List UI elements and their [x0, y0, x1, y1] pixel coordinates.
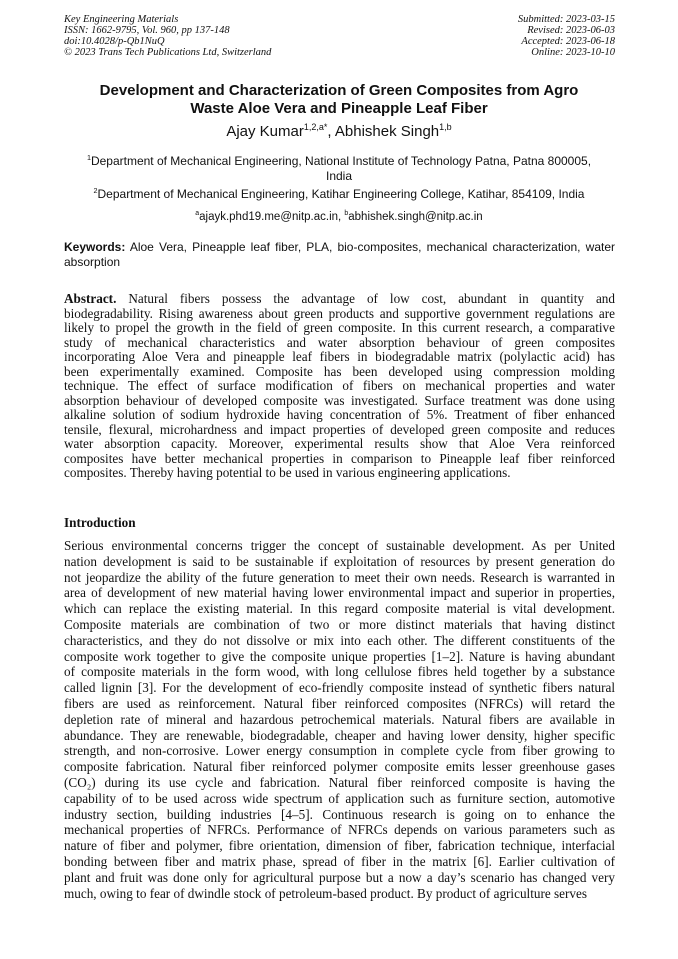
text-line	[64, 452, 615, 467]
line-text: which can replace the existing material. In this regard composite material is vital development.	[64, 601, 615, 617]
line-text: of composite materials in the form wood, with long cellulose fibres held together by a substance	[64, 664, 615, 680]
text-line	[64, 554, 615, 570]
line-text: industry section, building industries [4–5]. Continuous research is going on to enhance the	[64, 806, 615, 822]
affiliation-sup: 2	[93, 186, 98, 195]
text-line	[64, 712, 615, 728]
line-text: water absorption capacity. Moreover, experimental results show that Aloe Vera reinforced	[64, 436, 615, 451]
text-line	[64, 838, 615, 854]
introduction-heading: Introduction	[64, 515, 136, 530]
line-text: not jeopardize the ability of the future generation to meet their own needs. Research is warranted in	[64, 569, 615, 585]
text-line	[64, 649, 615, 665]
line-text: capability of to be used across wide spectrum of application such as furniture section, automotive	[64, 790, 615, 806]
author-name: Ajay Kumar	[226, 123, 304, 140]
revised-date: Revised: 2023-06-03	[527, 25, 615, 36]
text-line	[64, 633, 615, 649]
text-line	[64, 743, 615, 759]
text-line	[64, 336, 615, 351]
paper-title	[60, 82, 618, 118]
dates-info	[518, 14, 615, 58]
text-line	[64, 886, 615, 902]
title-line: Waste Aloe Vera and Pineapple Leaf Fiber	[190, 100, 488, 117]
email-link[interactable]: abhishek.singh@nitp.ac.in	[348, 210, 483, 223]
text-line	[64, 394, 615, 409]
text-line	[64, 307, 615, 322]
line-text: biodegradability. Rising awareness about green products and supportive government regulations are	[64, 305, 615, 321]
author-sup: 1,2,a*	[303, 122, 328, 132]
line-text: Natural fibers possess the advantage of low cost, abundant in quantity and	[116, 291, 615, 306]
affiliation-sup: 1	[86, 153, 91, 162]
line-text: composite work together to give the composite unique properties [1–2]. Nature is having abundant	[64, 648, 615, 664]
text-line	[64, 680, 615, 696]
line-text: (CO₂) during its use cycle and fabrication. Natural fiber reinforced composite is having the	[64, 774, 615, 790]
line-text: nature of fiber and polymer, fibre orientation, dimension of fiber, fabrication technique, interfacial	[64, 838, 615, 854]
online-date: Online: 2023-10-10	[531, 47, 615, 58]
text-line	[64, 617, 615, 633]
issn: ISSN: 1662-9795, Vol. 960, pp 137-148	[64, 25, 230, 36]
line-text: called lignin [3]. For the development of eco-friendly composite instead of synthetic fibers natural	[64, 680, 615, 696]
text-line	[64, 379, 615, 394]
text-line	[64, 822, 615, 838]
line-text: alkaline solution of sodium hydroxide having concentration of 5%. Treatment of fiber enhanced	[64, 407, 615, 422]
text-line	[64, 854, 615, 870]
affiliation-2	[60, 183, 618, 202]
line-text: absorption behaviour of developed composite was investigated. Surface treatment was done using	[64, 392, 615, 408]
text-line	[64, 466, 615, 481]
keywords	[64, 240, 615, 270]
text-line	[64, 423, 615, 438]
keywords-label: Keywords:	[64, 240, 126, 254]
journal-name: Key Engineering Materials	[64, 14, 179, 25]
text-line	[64, 728, 615, 744]
text-line	[64, 775, 615, 791]
line-text: area of development of new material having lower environmental impact and superior in properties,	[64, 585, 615, 601]
text-line	[64, 408, 615, 423]
text-line	[64, 759, 615, 775]
text-line	[64, 696, 615, 712]
email-sup: a	[195, 210, 200, 217]
line-text: technique. The effect of surface modification of fibers on mechanical properties and water	[64, 378, 615, 393]
affiliation-text: Department of Mechanical Engineering, Katihar Engineering College, Katihar, 854109, India	[97, 187, 585, 201]
email-sup: b	[344, 210, 349, 217]
email-link[interactable]: ajayk.phd19.me@nitp.ac.in,	[199, 210, 345, 223]
line-text: plant and fruit was done only for agricultural purpose but a now a day’s scenario has changed very	[64, 869, 615, 885]
affiliation-text: Department of Mechanical Engineering, National Institute of Technology Patna, Patna 800005,	[90, 154, 592, 168]
line-text: mechanical properties of NFRCs. Performance of NFRCs depends on various parameters such as	[64, 822, 615, 838]
line-text: been experimentally examined. Composite has been developed using compression molding	[64, 363, 615, 379]
journal-info	[64, 14, 271, 58]
text-line	[64, 538, 615, 554]
copyright: © 2023 Trans Tech Publications Ltd, Switzerland	[64, 47, 272, 58]
emails	[60, 206, 618, 225]
title-line: Development and Characterization of Green Composites from Agro	[99, 82, 579, 99]
text-line	[64, 664, 615, 680]
text-line	[64, 365, 615, 380]
line-text: composites have better mechanical properties in comparison to Pineapple leaf fiber reinforced	[64, 450, 615, 466]
line-text: strength, and non-corrosive. Lower energy consumption in complete cycle from fiber growing to	[64, 743, 615, 759]
author-sup: 1,b	[439, 122, 452, 132]
author-name: Abhishek Singh	[334, 123, 440, 140]
line-text: composite fabrication. Natural fiber reinforced polymer composite emits lesser greenhouse gases	[64, 759, 615, 775]
abstract-label: Abstract.	[64, 291, 117, 306]
author-separator: ,	[327, 123, 335, 140]
line-text: abundance. They are renewable, biodegradable, cheaper and having lower density, higher specific	[64, 727, 615, 743]
line-text: Composite materials are combination of two or more distinct materials that having distinct	[64, 616, 615, 632]
line-text: depletion rate of mineral and hazardous petrochemical materials. Natural fibers are available in	[64, 711, 615, 727]
accepted-date: Accepted: 2023-06-18	[521, 36, 615, 47]
line-text: much, owing to fear of dwindle stock of petroleum-based product. By product of agriculture serves	[64, 885, 587, 901]
line-text: study of mechanical characteristics and water absorption behaviour of green composites	[64, 334, 615, 350]
affiliation-1	[60, 150, 618, 184]
line-text: characteristics, and they do not dissolve or mix into each other. The different constituents of the	[64, 632, 615, 648]
text-line	[64, 437, 615, 452]
doi[interactable]: doi:10.4028/p-Qb1NuQ	[64, 36, 165, 47]
introduction-body	[64, 538, 615, 901]
line-text: nation development is said to be sustainable if exploitation of resources by present generation do	[64, 553, 615, 569]
abstract	[64, 292, 615, 481]
text-line	[64, 807, 615, 823]
submitted-date: Submitted: 2023-03-15	[517, 14, 615, 25]
text-line	[64, 321, 615, 336]
text-line	[64, 292, 615, 307]
authors	[60, 122, 618, 140]
text-line	[64, 870, 615, 886]
text-line	[64, 601, 615, 617]
text-line	[64, 570, 615, 586]
keywords-text: Aloe Vera, Pineapple leaf fiber, PLA, bio-composites, mechanical characterization, water absorption	[64, 240, 615, 269]
text-line	[64, 791, 615, 807]
line-text: bonding between fiber and matrix phase, spread of fiber in the matrix [6]. Earlier cultivation of	[64, 853, 615, 869]
line-text: likely to propel the growth in the field of green composite. In this current research, a comparative	[64, 320, 615, 335]
line-text: fibers are used as reinforcement. Natural fiber reinforced composites (NFRCs) will retard the	[64, 695, 615, 711]
line-text: composites. Thereby having potential to be used in various engineering applications.	[64, 465, 511, 480]
line-text: incorporating Aloe Vera and pineapple leaf fibers in biodegradable matrix (polylactic acid) has	[64, 349, 615, 364]
line-text: tensile, flexural, microhardness and impact properties of developed green composite and reduces	[64, 421, 615, 437]
text-line	[64, 585, 615, 601]
line-text: Serious environmental concerns trigger the concept of sustainable development. As per United	[64, 538, 615, 553]
affiliation-text: India	[325, 169, 353, 183]
text-line	[64, 350, 615, 365]
